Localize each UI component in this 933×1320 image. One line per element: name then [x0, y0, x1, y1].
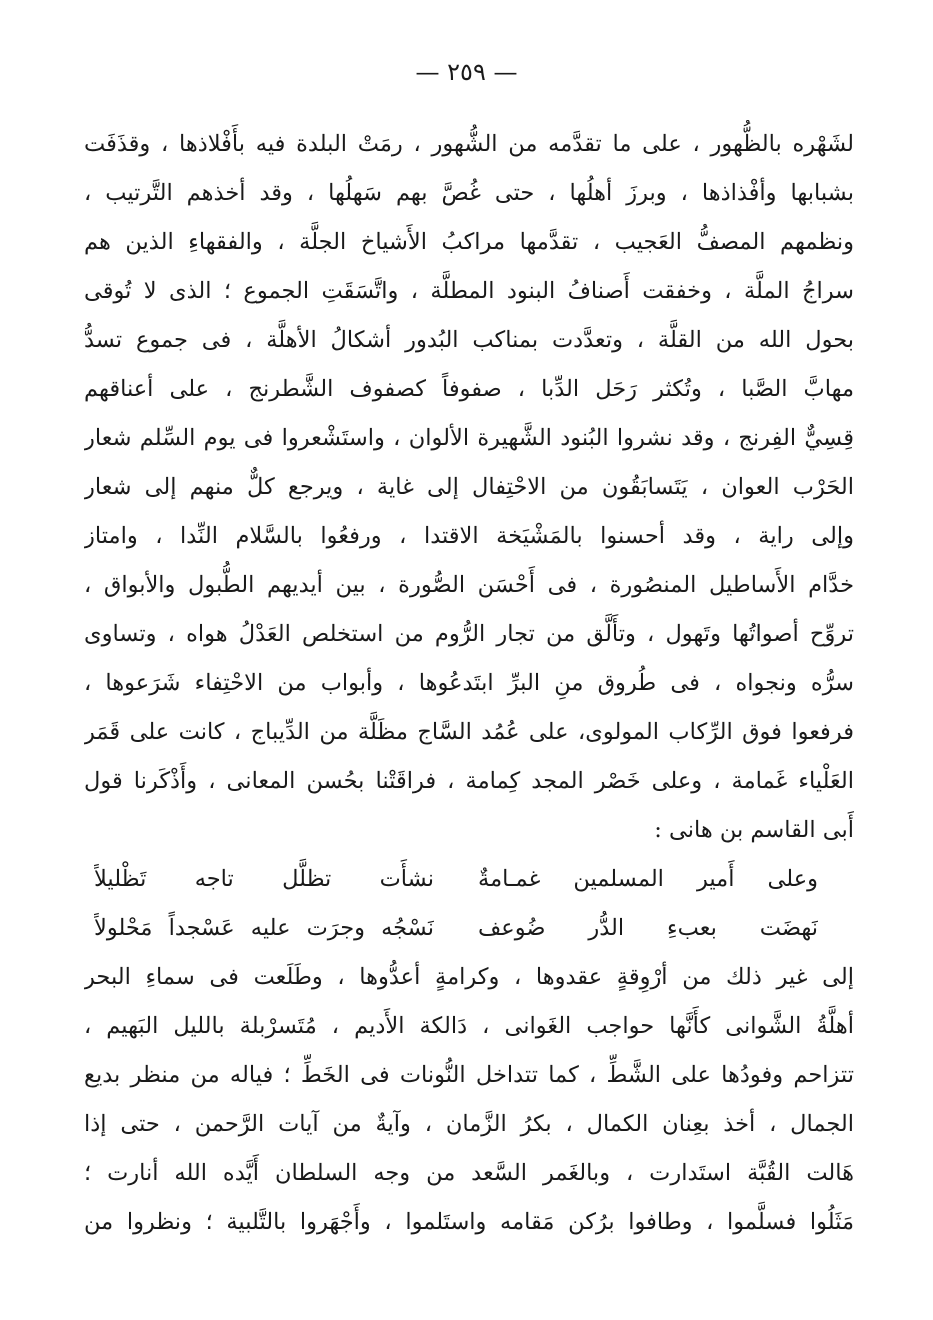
text-line: أَبى القاسم بن هانى :: [654, 817, 854, 843]
verse-first-hemistich: وعلى أَمير المسلمين غمـامةٌ: [478, 866, 818, 892]
text-line: فرفعوا فوق الرِّكاب المولوى، على عُمُد السَّاج مظَلَّة من الدِّيباج ، كانت على قَمَر: [84, 719, 854, 745]
text-line: بحول الله من القلَّة ، وتعدَّدت بمناكب البُدور أشكالُ الأهلَّة ، فى جموع تسدُّ: [84, 327, 854, 353]
text-line: الجمال ، أخذ بعِنان الكمال ، بكرُ الزَّمان ، وآيةٌ من آيات الرَّحمن ، حتى إذا: [84, 1111, 854, 1137]
text-line: إلى غير ذلك من أرْوِقةٍ عقدوها ، وكرامةٍ أعدُّوها ، وطَلَعت فى سماءِ البحر: [84, 964, 854, 990]
verse-second-hemistich: نَسْجُه وجرَت عليه عَسْجداً مَحْلولاً: [94, 915, 434, 941]
text-line: وإلى راية ، وقد أحسنوا بالمَشْيَخة الاقتدا ، ورفعُوا بالسَّلام النِّدا ، وامتاز: [84, 523, 854, 549]
text-line: خدَّام الأَساطيل المنصُورة ، فى أَحْسَن الصُّورة ، بين أيديهم الطُّبول والأبواق ،: [84, 572, 854, 598]
body-text: [84, 120, 854, 1247]
page-number: — ٢٥٩ —: [415, 58, 518, 86]
text-line: سراجُ الملَّة ، وخفقت أَصنافُ البنود المطلَّة ، واتَّسَقَتِ الجموع ؛ الذى لا تُوقى: [84, 278, 854, 304]
text-line: سرُّه ونجواه ، فى طُروق منِ البرِّ ابتَدعُوها ، وأبواب من الاحْتِفاء شَرَعوها ،: [84, 670, 854, 696]
paragraph-1: [84, 120, 854, 855]
text-line: قِسِيٌّ الفِرنج ، وقد نشروا البُنود الشَّهيرة الألوان ، واستَشْعروا فى يوم السِّلم شعار: [84, 425, 854, 451]
poem-verse: [84, 855, 854, 904]
text-line: هَالت القُبَّة استَدارت ، وبالغَمر السَّعد من وجه السلطان أَيَّده الله أنارت ؛: [84, 1160, 854, 1186]
text-line: تروِّح أصواتُها وتَهول ، وتأَلَّق من تجار الرُّوم من استخلص العَدْلُ هواه ، وتساوى: [84, 621, 854, 647]
text-line: تتزاحم وفودُها على الشَّطِّ ، كما تتداخل النُّونات فى الخَطِّ ؛ فياله من منظر بديع: [84, 1062, 854, 1088]
text-line: مهابَّ الصَّبا ، وتُكثر رَحَل الدِّبا ، صفوفاً كصفوف الشَّطرنج ، على أعناقهم: [84, 376, 854, 402]
text-line: الحَرْب العوان ، يَتَسابَقُون من الاحْتِفال إلى غاية ، ويرجع كلٌّ منهم إلى شعار: [84, 474, 854, 500]
verse-second-hemistich: نشأَت تظلَّل تاجه تَظْليلاً: [94, 866, 434, 892]
poem-verse: [84, 904, 854, 953]
poem: [84, 855, 854, 953]
text-line: مَثَلُوا فسلَّموا ، وطافوا برُكن مَقامه واستَلموا ، وأَجْهَروا بالتَّلبية ؛ ونظروا من: [84, 1209, 854, 1235]
verse-first-hemistich: نَهضَت بعبءِ الدُّر ضُوعف: [478, 915, 818, 941]
paragraph-2: [84, 953, 854, 1247]
text-line: لشَهْره بالظُّهور ، على ما تقدَّمه من الشُّهور ، رمَتْ البلدة فيه بأَفْلاذها ، وقذَفَت: [84, 131, 854, 157]
text-line: بشبابها وأفْذاذها ، وبرزَ أهلُها ، حتى غُصَّ بهم سَهلُها ، وقد أخذهم التَّرتيب ،: [84, 180, 854, 206]
text-line: العَلْياء غَمامة ، وعلى خَصْر المجد كِمامة ، فراقَتْنا بحُسن المعانى ، وأَذْكَرنا قول: [84, 768, 854, 794]
text-line: أهلَّةُ الشَّوانى كأَنَّها حواجب الغَوانى ، دَالكة الأَديم ، مُتَسرْبلة بالليل البَهيم ،: [84, 1013, 854, 1039]
text-line: ونظمهم المصفُّ العَجيب ، تقدَّمها مراكبُ الأَشياخ الجلَّة ، والفقهاءِ الذين هم: [84, 229, 854, 255]
